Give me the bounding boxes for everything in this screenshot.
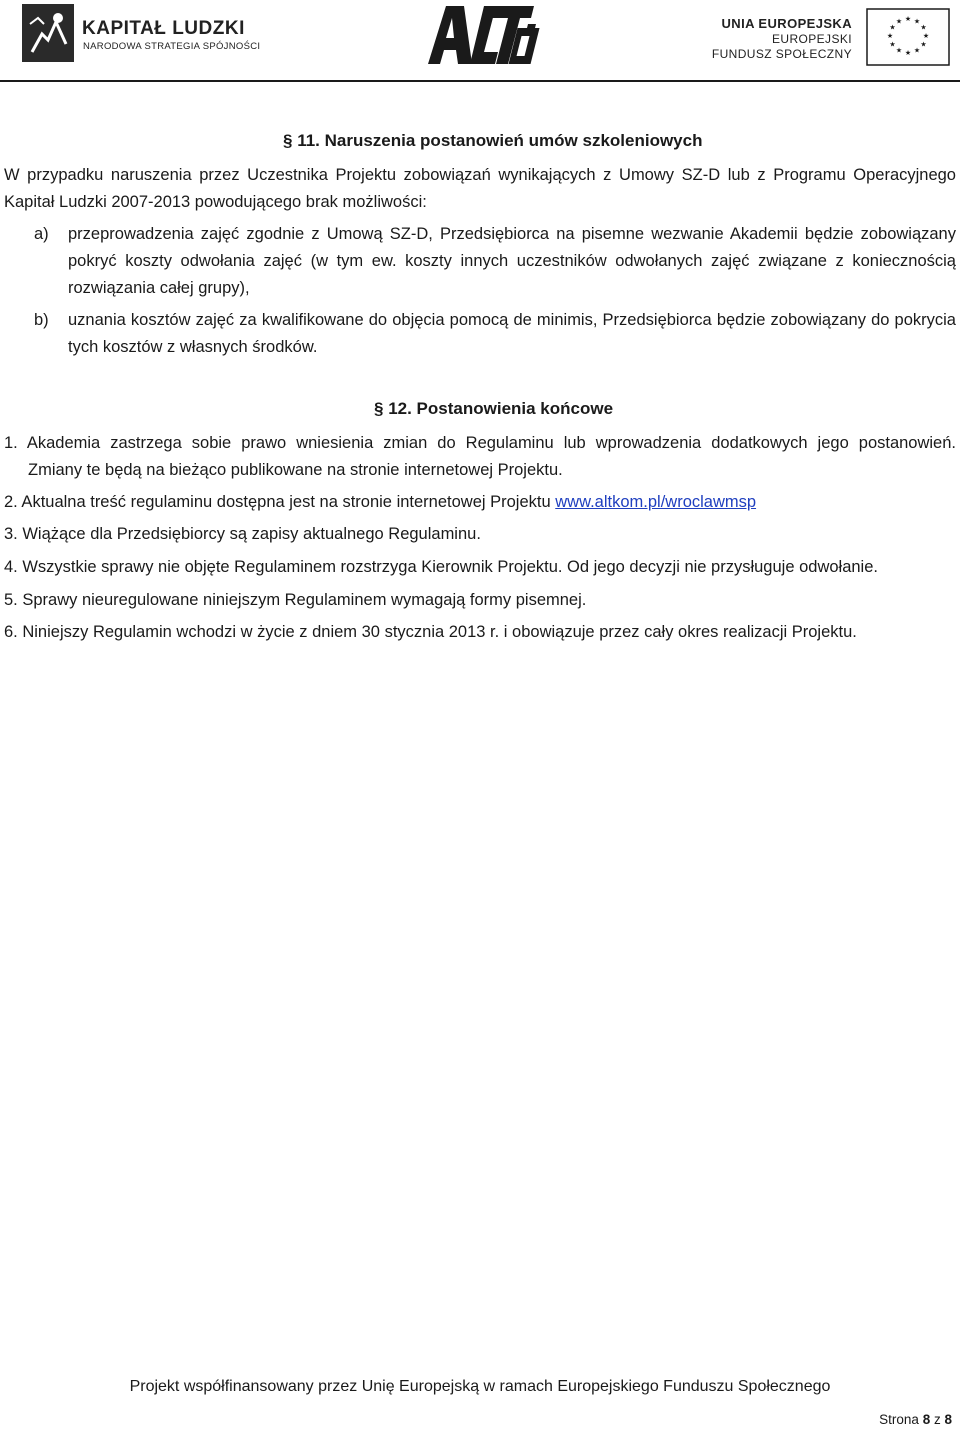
svg-text:★: ★ <box>889 23 896 32</box>
kapital-ludzki-title: KAPITAŁ LUDZKI <box>82 18 245 39</box>
final-item-6: 6. Niniejszy Regulamin wchodzi w życie z dniem 30 stycznia 2013 r. i obowiązuje przez cały okres realizacji Projektu. <box>4 623 857 641</box>
page-current: 8 <box>922 1412 931 1427</box>
final-item-1-line-1: 1. Akademia zastrzega sobie prawo wniesienia zmian do Regulaminu lub wprowadzenia dodatkowych jego postanowień. <box>4 434 956 452</box>
item-a-line-3: rozwiązania całej grupy), <box>68 279 250 297</box>
section-symbol: § <box>374 399 384 418</box>
kapital-ludzki-logo <box>22 4 261 64</box>
ue-line-2: EUROPEJSKI <box>771 32 852 46</box>
svg-text:★: ★ <box>913 46 921 55</box>
page-number <box>879 1412 952 1427</box>
page-header <box>0 0 960 82</box>
section-11-heading <box>283 131 702 151</box>
svg-text:★: ★ <box>913 17 921 26</box>
header-divider <box>0 80 960 82</box>
section-12-heading <box>374 399 613 419</box>
page-separator: z <box>933 1412 941 1427</box>
final-item-1-line-2: Zmiany te będą na bieżąco publikowane na stronie internetowej Projektu. <box>28 461 563 479</box>
final-item-2-text: 2. Aktualna treść regulaminu dostępna jest na stronie internetowej Projektu <box>4 493 551 511</box>
kapital-ludzki-emblem-icon <box>22 4 74 62</box>
ue-text-block <box>712 16 852 62</box>
section-11-intro-line-2: Kapitał Ludzki 2007-2013 powodującego brak możliwości: <box>4 193 427 211</box>
ue-line-1: UNIA EUROPEJSKA <box>721 16 852 31</box>
page-total: 8 <box>944 1412 952 1427</box>
svg-text:★: ★ <box>904 15 912 23</box>
project-website-link[interactable]: www.altkom.pl/wroclawmsp <box>555 493 757 511</box>
item-b-line-2: tych kosztów z własnych środków. <box>68 338 318 356</box>
final-item-2 <box>4 492 756 512</box>
item-a-line-1: przeprowadzenia zajęć zgodnie z Umową SZ-D, Przedsiębiorca na pisemne wezwanie Akademii będzie zobowiązany <box>68 225 956 243</box>
svg-text:★: ★ <box>889 40 896 49</box>
unia-europejska-logo <box>711 8 952 70</box>
item-a-marker: a) <box>34 225 49 243</box>
final-item-3: 3. Wiążące dla Przedsiębiorcy są zapisy aktualnego Regulaminu. <box>4 525 481 543</box>
eu-flag-icon <box>866 8 950 66</box>
page-prefix: Strona <box>879 1412 919 1427</box>
final-item-5: 5. Sprawy nieuregulowane niniejszym Regulaminem wymagają formy pisemnej. <box>4 591 587 609</box>
altkom-logo <box>424 2 548 68</box>
ue-line-3: FUNDUSZ SPOŁECZNY <box>711 47 852 61</box>
svg-text:★: ★ <box>886 32 894 40</box>
item-b-line-1: uznania kosztów zajęć za kwalifikowane do objęcia pomocą de minimis, Przedsiębiorca będzie zobowiązany do pokrycia <box>68 311 956 329</box>
item-b-marker: b) <box>34 311 49 329</box>
item-a-line-2: pokryć koszty odwołania zajęć (w tym ew. koszty innych uczestników odwołanych zajęć związane z koniecznością <box>68 252 956 270</box>
page-footer-text: Projekt współfinansowany przez Unię Europejską w ramach Europejskiego Funduszu Społecznego <box>129 1378 831 1395</box>
final-item-4: 4. Wszystkie sprawy nie objęte Regulaminem rozstrzyga Kierownik Projektu. Od jego decyzji nie przysługuje odwołanie. <box>4 558 878 576</box>
section-11-intro-line-1: W przypadku naruszenia przez Uczestnika Projektu zobowiązań wynikających z Umowy SZ-D lub z Programu Operacyjnego <box>4 166 956 184</box>
svg-text:★: ★ <box>920 23 927 32</box>
kapital-ludzki-subtitle: NARODOWA STRATEGIA SPÓJNOŚCI <box>83 41 261 52</box>
svg-text:★: ★ <box>920 40 927 49</box>
section-12-title: 12. Postanowienia końcowe <box>388 399 614 418</box>
section-symbol: § <box>283 131 293 150</box>
svg-text:★: ★ <box>922 32 930 40</box>
svg-text:★: ★ <box>895 46 903 55</box>
svg-text:★: ★ <box>904 49 912 57</box>
svg-text:★: ★ <box>895 17 903 26</box>
section-11-title: 11. Naruszenia postanowień umów szkoleniowych <box>297 131 703 150</box>
